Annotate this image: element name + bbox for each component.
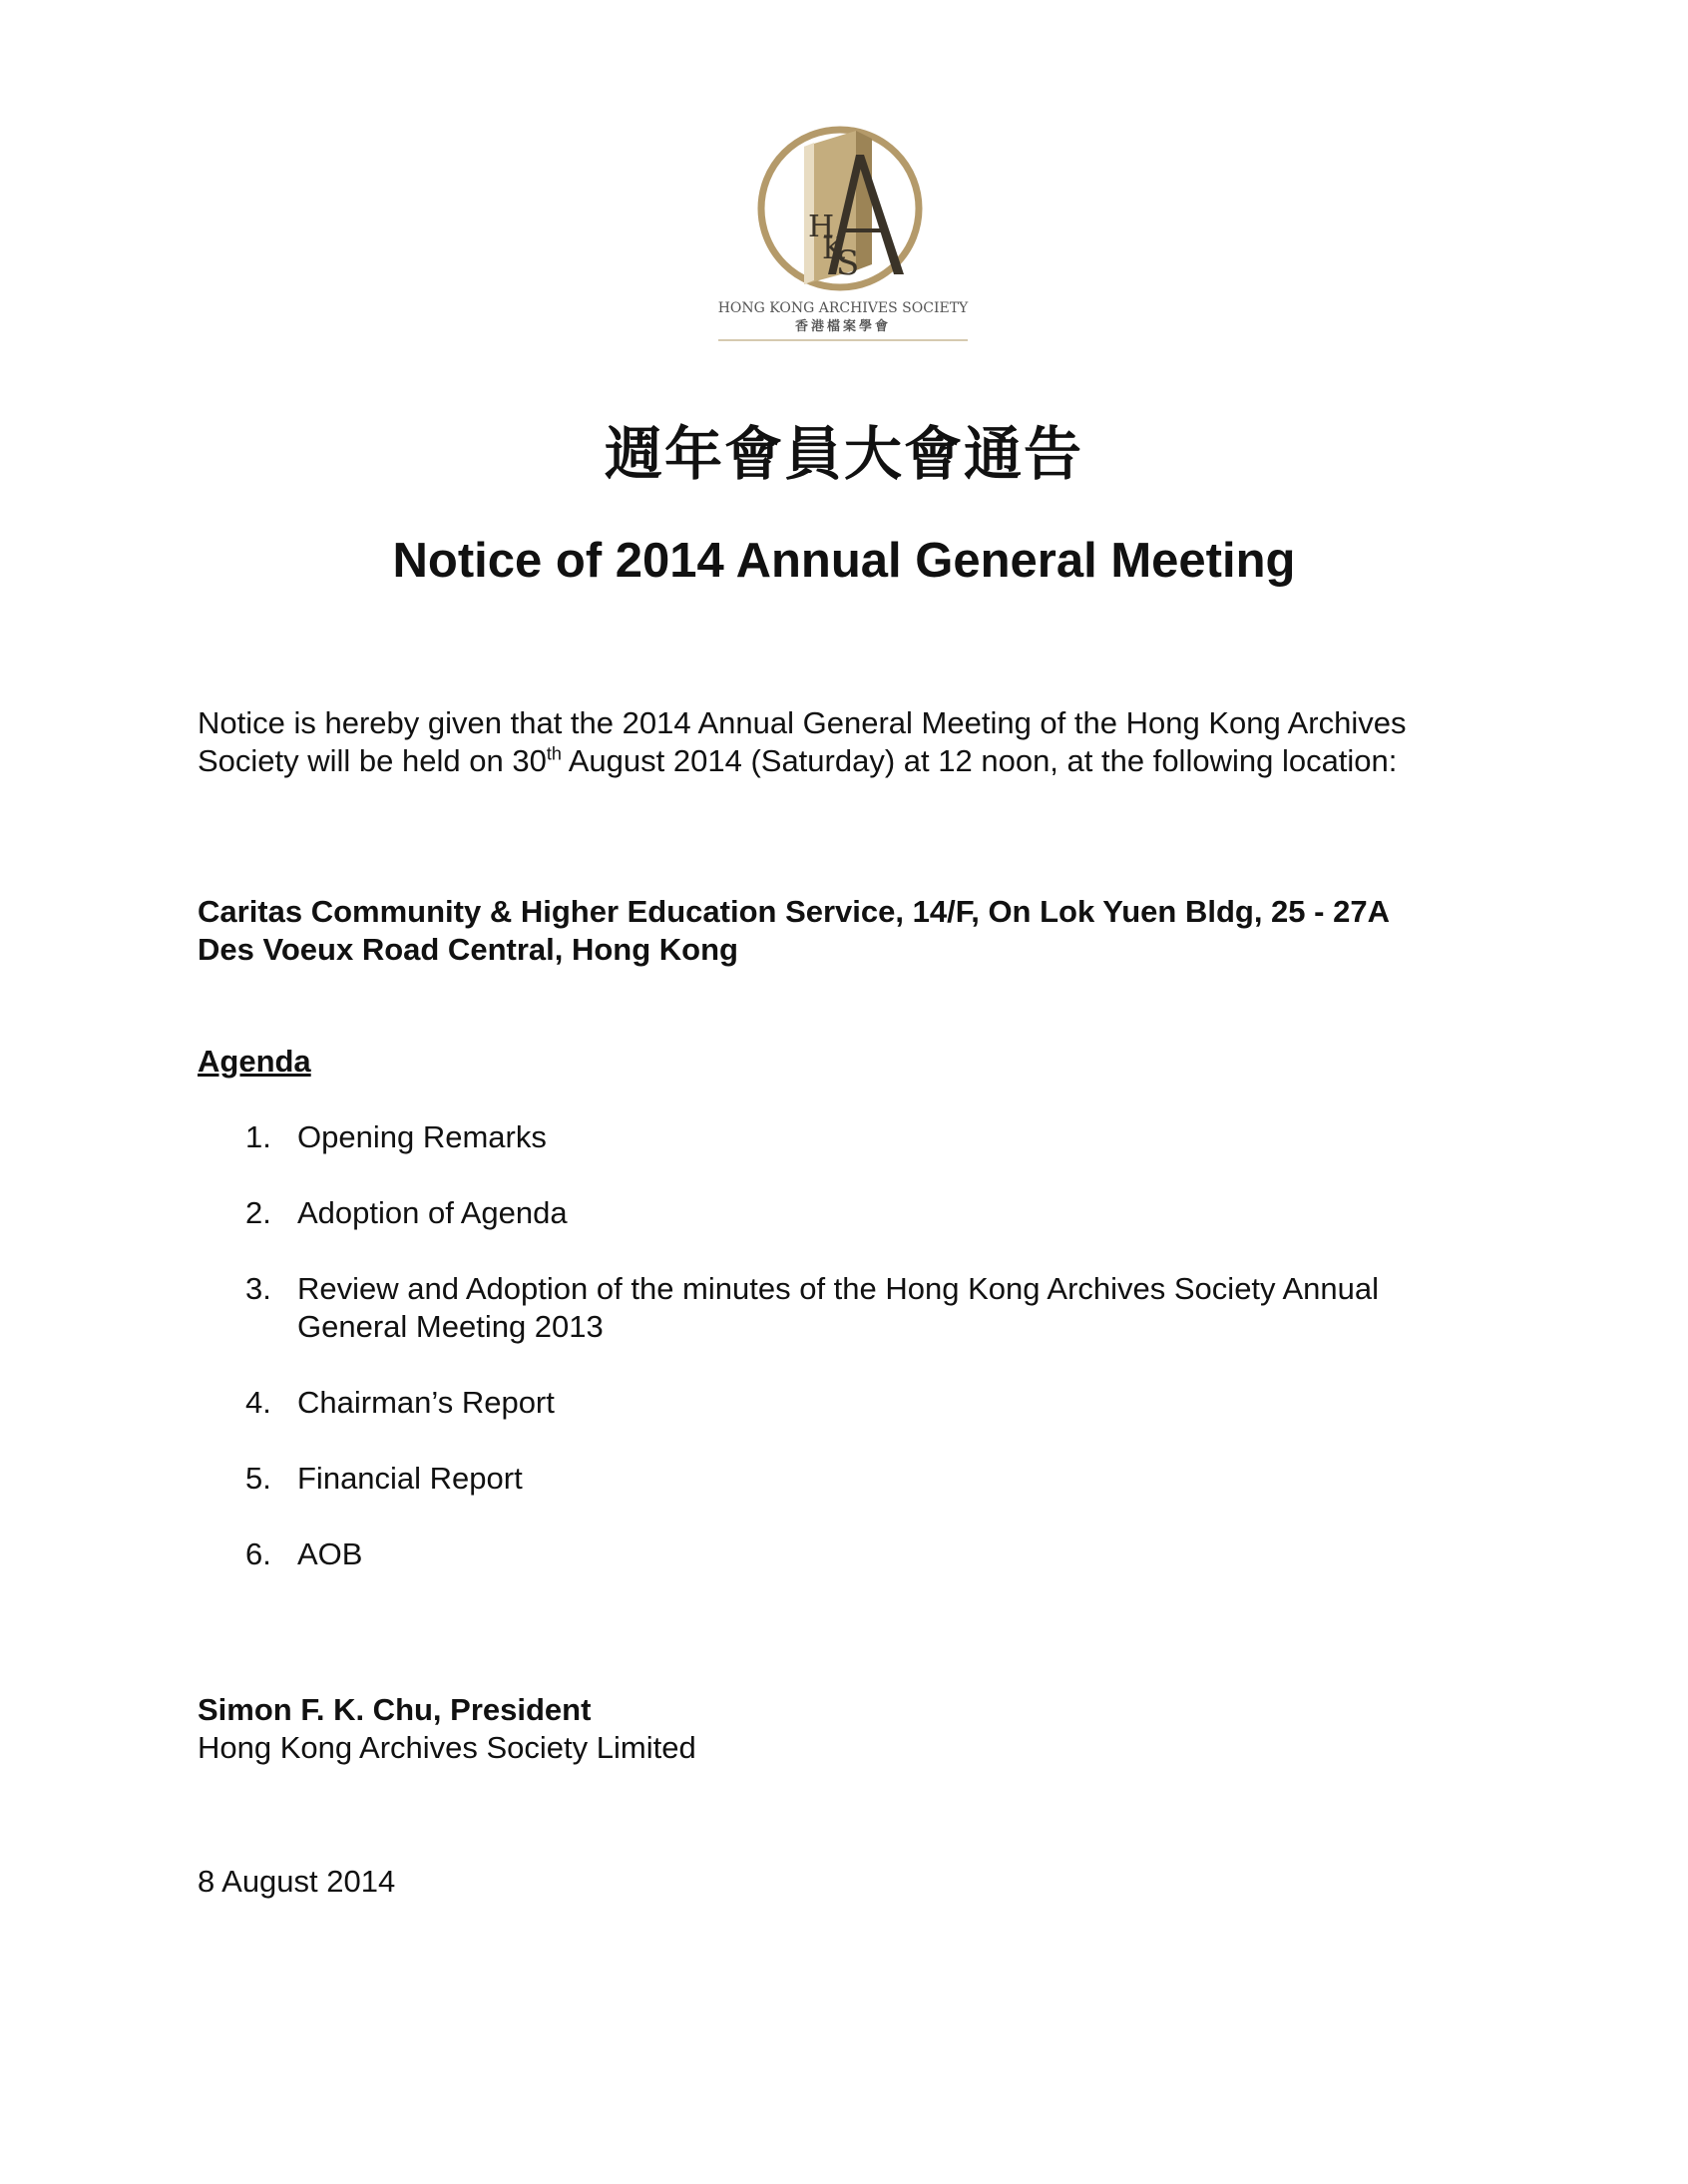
svg-text:H: H	[808, 210, 835, 244]
agenda-item-number: 4.	[245, 1385, 271, 1420]
agenda-item-text: Financial Report	[297, 1461, 523, 1496]
logo-name-cn: 香港檔案學會	[794, 319, 892, 334]
notice-text-part1: Notice is hereby given that the 2014 Annual General Meeting of the Hong Kong Archives Society will be held on 30	[198, 705, 1407, 778]
signatory-name: Simon F. K. Chu, President	[198, 1692, 592, 1727]
agenda-item-text: Review and Adoption of the minutes of the Hong Kong Archives Society Annual General Meeting 2013	[297, 1271, 1379, 1344]
agenda-item-text: Opening Remarks	[297, 1119, 547, 1154]
notice-ordinal-suffix: th	[546, 743, 562, 764]
society-logo	[708, 125, 978, 354]
notice-text-part2: August 2014 (Saturday) at 12 noon, at the following location:	[561, 743, 1398, 778]
agenda-item-text: Chairman’s Report	[297, 1385, 555, 1420]
page-title-chinese: 週年會員大會通告	[604, 420, 1083, 488]
signatory-organization: Hong Kong Archives Society Limited	[198, 1730, 696, 1765]
agenda-item-number: 6.	[245, 1536, 271, 1571]
agenda-item-text: Adoption of Agenda	[297, 1195, 568, 1230]
agenda-item-number: 1.	[245, 1119, 271, 1154]
page-title: Notice of 2014 Annual General Meeting	[392, 534, 1296, 588]
svg-text:K: K	[822, 231, 845, 266]
agenda-item-number: 5.	[245, 1461, 271, 1496]
agenda-item-number: 3.	[245, 1271, 271, 1306]
svg-text:S: S	[836, 243, 860, 283]
agenda-heading: Agenda	[198, 1044, 311, 1079]
notice-date: 8 August 2014	[198, 1864, 396, 1899]
agenda-item-text: AOB	[297, 1536, 363, 1571]
notice-paragraph	[198, 704, 1455, 780]
meeting-location: Caritas Community & Higher Education Service, 14/F, On Lok Yuen Bldg, 25 - 27A Des Voeux Road Central, Hong Kong	[198, 894, 1389, 967]
agenda-item-number: 2.	[245, 1195, 271, 1230]
logo-name-en: HONG KONG ARCHIVES SOCIETY	[717, 300, 969, 316]
